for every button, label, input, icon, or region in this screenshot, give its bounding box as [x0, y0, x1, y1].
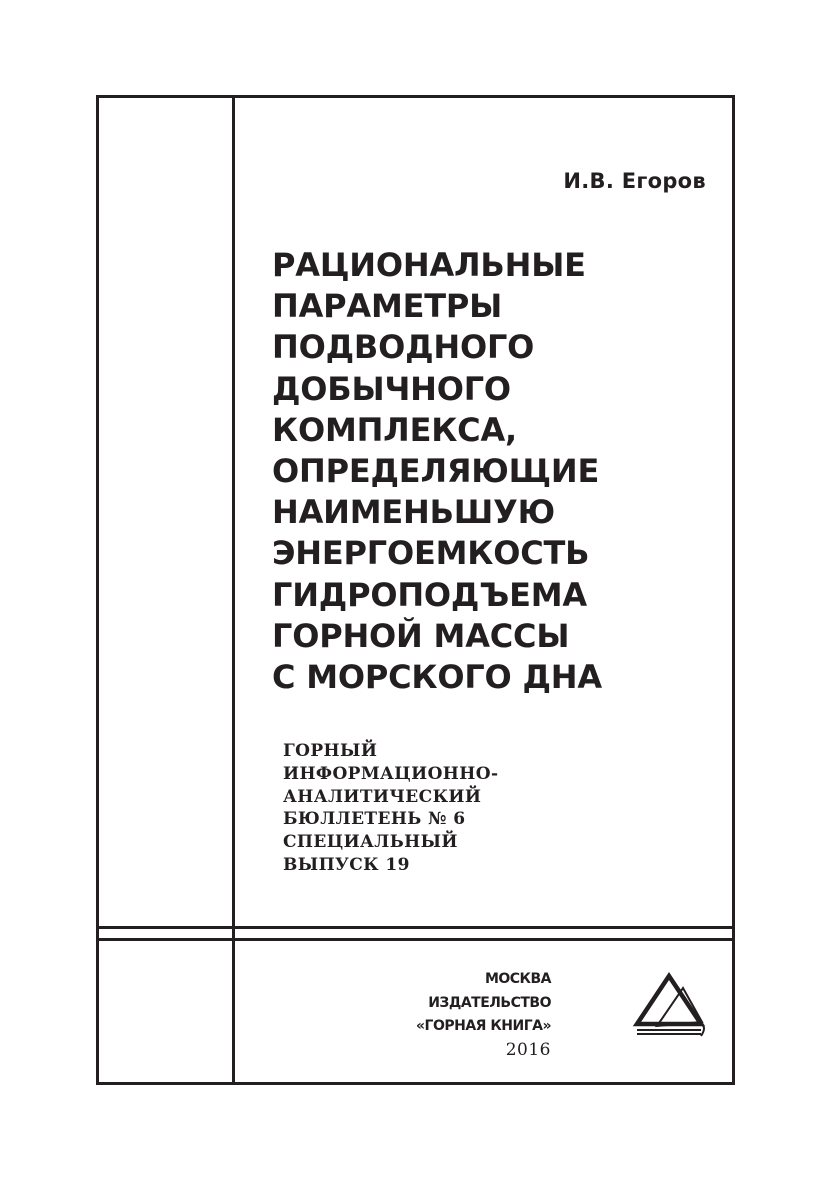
publisher-imprint: [416, 968, 551, 1062]
title-line: ПОДВОДНОГО: [272, 328, 535, 367]
series-line: ВЫПУСК 19: [283, 854, 410, 875]
title-line: ОПРЕДЕЛЯЮЩИЕ: [272, 452, 600, 491]
title-line: С МОРСКОГО ДНА: [272, 658, 602, 697]
title-line: РАЦИОНАЛЬНЫЕ: [272, 246, 586, 284]
title-line: ГИДРОПОДЪЕМА: [272, 575, 587, 614]
title-line: ЭНЕРГОЕМКОСТЬ: [272, 534, 590, 573]
imprint-publisher-line1: ИЗДАТЕЛЬСТВО: [428, 994, 551, 1011]
series-line: ИНФОРМАЦИОННО-: [283, 763, 499, 784]
title-line: ПАРАМЕТРЫ: [272, 287, 503, 326]
author-name: И.В. Егоров: [563, 169, 706, 193]
series-line: СПЕЦИАЛЬНЫЙ: [283, 832, 458, 853]
series-line: АНАЛИТИЧЕСКИЙ: [283, 786, 482, 807]
series-info: [283, 740, 498, 877]
series-line: ГОРНЫЙ: [283, 741, 378, 761]
horizontal-rule-lower: [97, 938, 733, 941]
title-line: ГОРНОЙ МАССЫ: [272, 616, 570, 655]
imprint-publisher-line2: «ГОРНАЯ КНИГА»: [415, 1018, 551, 1034]
imprint-city: МОСКВА: [484, 971, 551, 987]
imprint-year: 2016: [505, 1039, 551, 1060]
title-line: КОМПЛЕКСА,: [272, 410, 517, 449]
publisher-logo-icon: [631, 970, 711, 1040]
book-title: [272, 245, 602, 698]
horizontal-rule-upper: [97, 926, 733, 929]
title-line: ДОБЫЧНОГО: [272, 369, 511, 408]
title-line: НАИМЕНЬШУЮ: [272, 493, 555, 532]
series-line: БЮЛЛЕТЕНЬ № 6: [283, 809, 466, 830]
vertical-rule: [232, 96, 235, 1083]
